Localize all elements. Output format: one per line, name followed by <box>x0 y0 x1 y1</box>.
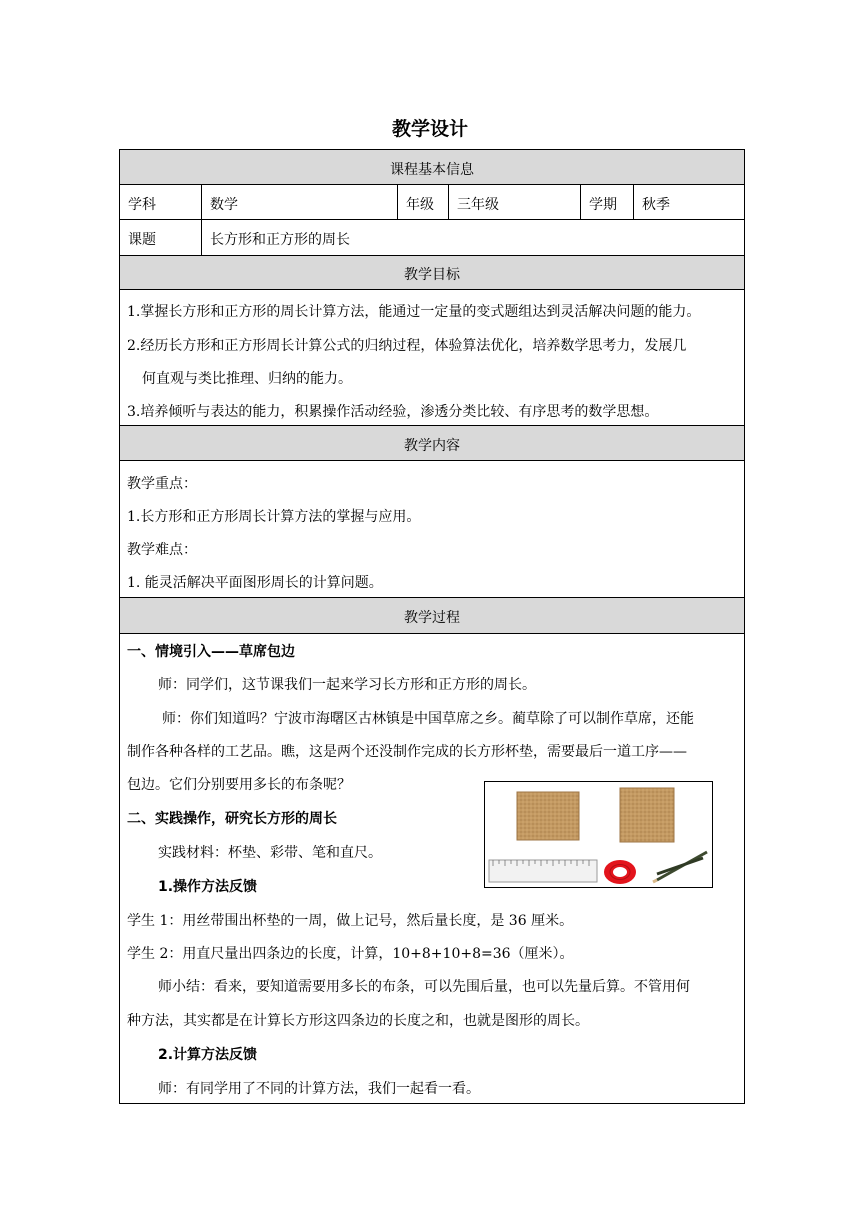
term-label-cell <box>581 185 634 219</box>
difficulty-item: 1. 能灵活解决平面图形周长的计算问题。 <box>127 575 383 591</box>
term-value: 秋季 <box>642 197 670 213</box>
subject-label: 学科 <box>128 197 156 213</box>
sub-1-title: 1.操作方法反馈 <box>158 879 258 895</box>
grade-value: 三年级 <box>457 197 499 213</box>
goals-body <box>120 290 744 426</box>
student-2-text: 学生 2：用直尺量出四条边的长度，计算，10+8+10+8=36（厘米）。 <box>127 946 574 962</box>
difficulty-label: 教学难点： <box>127 542 197 558</box>
section-header-process <box>120 598 744 634</box>
subject-label-cell <box>120 185 202 219</box>
term-label: 学期 <box>589 197 617 213</box>
summary-line-2: 种方法，其实都是在计算长方形这四条边的长度之和，也就是图形的周长。 <box>127 1013 589 1029</box>
paragraph-1: 师：同学们，这节课我们一起来学习长方形和正方形的周长。 <box>158 677 536 693</box>
lesson-table <box>119 149 745 1104</box>
materials-illustration <box>484 781 713 888</box>
section-title: 教学目标 <box>404 267 460 283</box>
subject-value: 数学 <box>210 197 238 213</box>
section-title: 教学内容 <box>404 438 460 454</box>
grade-value-cell <box>449 185 581 219</box>
section-header-content <box>120 426 744 461</box>
key-point-label: 教学重点： <box>127 476 197 492</box>
goal-1: 1.掌握长方形和正方形的周长计算方法，能通过一定量的变式题组达到灵活解决问题的能力。 <box>127 304 701 320</box>
page-title: 教学设计 <box>391 118 468 140</box>
student-1-text: 学生 1：用丝带围出杯垫的一周，做上记号，然后量长度，是 36 厘米。 <box>127 913 574 929</box>
summary-line-1: 师小结：看来，要知道需要用多长的布条，可以先围后量，也可以先量后算。不管用何 <box>158 979 690 995</box>
sub-2-title: 2.计算方法反馈 <box>158 1047 258 1063</box>
ruler-icon <box>489 860 597 882</box>
coaster-1-icon <box>517 792 579 840</box>
section-title: 教学过程 <box>404 610 460 626</box>
materials-text: 实践材料：杯垫、彩带、笔和直尺。 <box>158 845 382 861</box>
paragraph-2-line-2: 制作各种各样的工艺品。瞧，这是两个还没制作完成的长方形杯垫，需要最后一道工序—— <box>127 744 687 760</box>
key-point-item: 1.长方形和正方形周长计算方法的掌握与应用。 <box>127 509 421 525</box>
goal-2-line-1: 2.经历长方形和正方形周长计算公式的归纳过程，体验算法优化，培养数学思考力，发展几 <box>127 338 687 354</box>
part-1-title: 一、情境引入——草席包边 <box>127 644 295 660</box>
topic-value-cell <box>202 220 744 255</box>
paragraph-2-line-3: 包边。它们分别要用多长的布条呢？ <box>127 777 351 793</box>
topic-label-cell <box>120 220 202 255</box>
pencils-icon <box>653 852 707 882</box>
goal-3: 3.培养倾听与表达的能力，积累操作活动经验，渗透分类比较、有序思考的数学思想。 <box>127 404 659 420</box>
paragraph-2-line-1: 师：你们知道吗？宁波市海曙区古林镇是中国草席之乡。蔺草除了可以制作草席，还能 <box>162 711 694 727</box>
part-2-title: 二、实践操作，研究长方形的周长 <box>127 811 337 827</box>
coaster-2-icon <box>620 788 674 842</box>
info-row-subject <box>120 185 744 220</box>
topic-value: 长方形和正方形的周长 <box>210 232 350 248</box>
section-header-goals <box>120 256 744 290</box>
section-title: 课程基本信息 <box>390 162 474 178</box>
section-header-basic-info <box>120 150 744 185</box>
topic-label: 课题 <box>128 232 156 248</box>
info-row-topic <box>120 220 744 256</box>
closing-text: 师：有同学用了不同的计算方法，我们一起看一看。 <box>158 1081 480 1097</box>
grade-label-cell <box>398 185 449 219</box>
content-body <box>120 461 744 598</box>
grade-label: 年级 <box>406 197 434 213</box>
goal-2-line-2: 何直观与类比推理、归纳的能力。 <box>142 371 352 387</box>
term-value-cell <box>634 185 744 219</box>
ribbon-icon <box>604 860 636 884</box>
subject-value-cell <box>202 185 398 219</box>
